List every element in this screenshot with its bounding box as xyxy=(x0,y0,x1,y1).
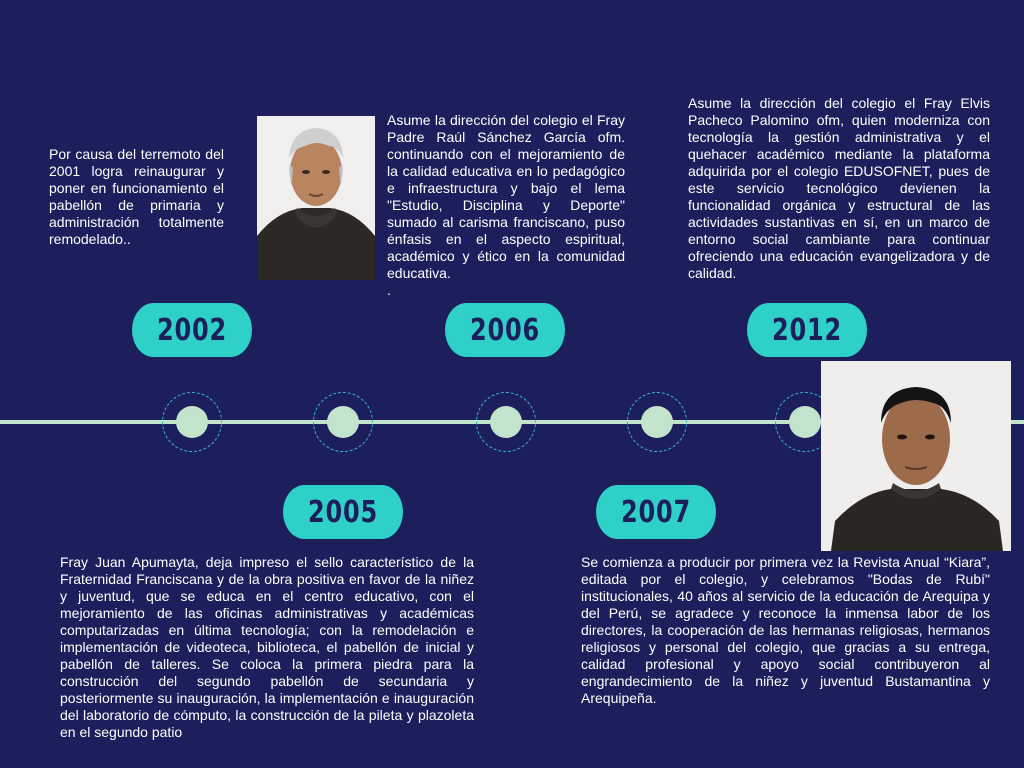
milestone-2006-body: Asume la dirección del colegio el Fray Padre Raúl Sánchez García ofm. continuando con el mejoramiento de la calidad educativa en lo pedagógico e infraestructura y bajo el lema "Estudio, Disciplina y Deporte" sumado al carisma franciscano, puso énfasis en el aspecto espiritual, académico y ético en la comunidad educativa. xyxy=(387,112,625,281)
milestone-2002-text: Por causa del terremoto del 2001 logra reinaugurar y poner en funcionamiento el pabellón de primaria y administración totalmente remodelado.. xyxy=(49,146,224,247)
timeline-node-3 xyxy=(490,406,522,438)
milestone-2005-text: Fray Juan Apumayta, deja impreso el sello característico de la Fraternidad Franciscana y de la obra positiva en favor de la niñez y juventud, que se educa en el centro educativo, con el mejoramiento de las oficinas administrativas y académicas computarizadas en última tecnología; con la remodelación e implementación de videoteca, biblioteca, el pabellón de inicial y pabellón de talleres. Se coloca la primera piedra para la construcción del segundo pabellón de secundaria y posteriormente su inauguración, la implementación e inauguración del laboratorio de cómputo, la construcción de la pileta y plazoleta en el segundo patio xyxy=(60,554,474,740)
milestone-2006-text xyxy=(387,112,625,299)
timeline-node-5 xyxy=(789,406,821,438)
year-pill-2007: 2007 xyxy=(596,485,716,539)
timeline-node-2 xyxy=(327,406,359,438)
milestone-2006-trailing: . xyxy=(387,282,391,298)
milestone-2007-text: Se comienza a producir por primera vez la Revista Anual “Kiara”, editada por el colegio, y celebramos "Bodas de Rubí" institucionales, 40 años al servicio de la educación de Arequipa y del Perú, se agradece y reconoce la inmensa labor de los directores, la cooperación de las hermanas religiosas, hermanos religiosos y personal del colegio, que gracias a su entrega, calidad profesional y apoyo social contribuyeron al engrandecimiento de la niñez y juventud Bustamantina y Arequipeña. xyxy=(581,554,990,706)
timeline-node-4 xyxy=(641,406,673,438)
timeline-node-1 xyxy=(176,406,208,438)
year-pill-2012: 2012 xyxy=(747,303,867,357)
year-pill-2006: 2006 xyxy=(445,303,565,357)
portrait-young-illustration xyxy=(821,361,1011,551)
portrait-elder-illustration xyxy=(257,116,375,280)
portrait-photo-elder xyxy=(257,116,375,280)
year-pill-2005: 2005 xyxy=(283,485,403,539)
year-pill-2002: 2002 xyxy=(132,303,252,357)
milestone-2012-text: Asume la dirección del colegio el Fray Elvis Pacheco Palomino ofm, quien moderniza con tecnología la gestión administrativa y el quehacer académico mediante la plataforma adquirida por el colegio EDUSOFNET, pues de este servicio tecnológico devienen la funcionalidad orgánica y estructural de las actividades sustantivas en sí, en un marco de entorno social cambiante para continuar ofreciendo una educación evangelizadora y de calidad. xyxy=(688,95,990,281)
portrait-photo-young xyxy=(821,361,1011,551)
